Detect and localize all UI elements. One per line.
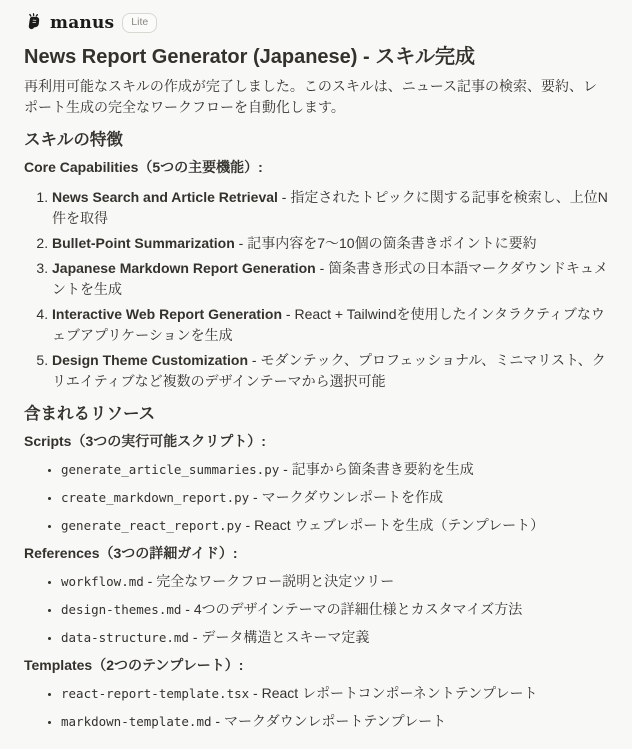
subheading-scripts: Scripts（3つの実行可能スクリプト）: [24, 433, 266, 449]
capabilities-list [24, 187, 608, 392]
subheading-core-capabilities: Core Capabilities（5つの主要機能）: [24, 159, 263, 175]
item-description: - 完全なワークフロー説明と決定ツリー [143, 573, 395, 589]
capability-name: Japanese Markdown Report Generation [52, 260, 316, 276]
item-description: - React + Tailwindを使用したインタラクティブなウェブアプリケーションを生成 [52, 306, 605, 343]
item-description: - 記事から箇条書き要約を生成 [279, 461, 474, 477]
item-description: - マークダウンレポートテンプレート [211, 713, 447, 729]
item-description: - React ウェブレポートを生成（テンプレート） [241, 517, 545, 533]
capability-name: News Search and Article Retrieval [52, 189, 278, 205]
subheading-templates: Templates（2つのテンプレート）: [24, 657, 244, 673]
resource-item [61, 683, 608, 704]
resource-item [61, 711, 608, 732]
item-description: - データ構造とスキーマ定義 [188, 629, 370, 645]
resource-item [61, 627, 608, 648]
manus-wordmark: manus [50, 13, 115, 33]
capability-name: Bullet-Point Summarization [52, 235, 235, 251]
item-description: - React レポートコンポーネントテンプレート [249, 685, 538, 701]
subheading-references: References（3つの詳細ガイド）: [24, 545, 238, 561]
brand-header[interactable] [24, 12, 608, 34]
capability-name: Interactive Web Report Generation [52, 306, 283, 322]
item-description: - 記事内容を7～10個の箇条書きポイントに要約 [234, 235, 537, 251]
resource-file-name: markdown-template.md [61, 714, 212, 729]
resource-item [61, 515, 608, 536]
item-description: - 指定されたトピックに関する記事を検索し、上位N件を取得 [52, 189, 608, 226]
capability-item [52, 187, 608, 229]
capability-item [52, 304, 608, 346]
references-list [24, 571, 608, 648]
resource-file-name: generate_react_report.py [61, 518, 242, 533]
resource-file-name: design-themes.md [61, 602, 182, 617]
resource-item [61, 459, 608, 480]
item-description: - 4つのデザインテーマの詳細仕様とカスタマイズ方法 [181, 601, 523, 617]
lite-badge: Lite [122, 13, 157, 33]
section-heading-resources: 含まれるリソース [24, 405, 156, 423]
templates-list [24, 683, 608, 732]
item-description: - モダンテック、プロフェッショナル、ミニマリスト、クリエイティブなど複数のデザインテーマから選択可能 [52, 352, 606, 389]
resource-item [61, 487, 608, 508]
resource-file-name: data-structure.md [61, 630, 189, 645]
scripts-list [24, 459, 608, 536]
resource-item [61, 599, 608, 620]
manus-logo-icon [24, 13, 44, 33]
intro-paragraph: 再利用可能なスキルの作成が完了しました。このスキルは、ニュース記事の検索、要約、レポート生成の完全なワークフローを自動化します。 [24, 78, 598, 115]
resource-file-name: workflow.md [61, 574, 144, 589]
item-description: - マークダウンレポートを作成 [249, 489, 443, 505]
resource-file-name: create_markdown_report.py [61, 490, 250, 505]
resource-file-name: generate_article_summaries.py [61, 462, 280, 477]
capability-name: Design Theme Customization [52, 352, 249, 368]
item-description: - 箇条書き形式の日本語マークダウンドキュメントを生成 [52, 260, 608, 297]
resource-file-name: react-report-template.tsx [61, 686, 250, 701]
page-title: News Report Generator (Japanese) - スキル完成 [24, 46, 476, 68]
capability-item [52, 350, 608, 392]
capability-item [52, 233, 608, 254]
resource-item [61, 571, 608, 592]
capability-item [52, 258, 608, 300]
section-heading-features: スキルの特徴 [24, 131, 123, 149]
